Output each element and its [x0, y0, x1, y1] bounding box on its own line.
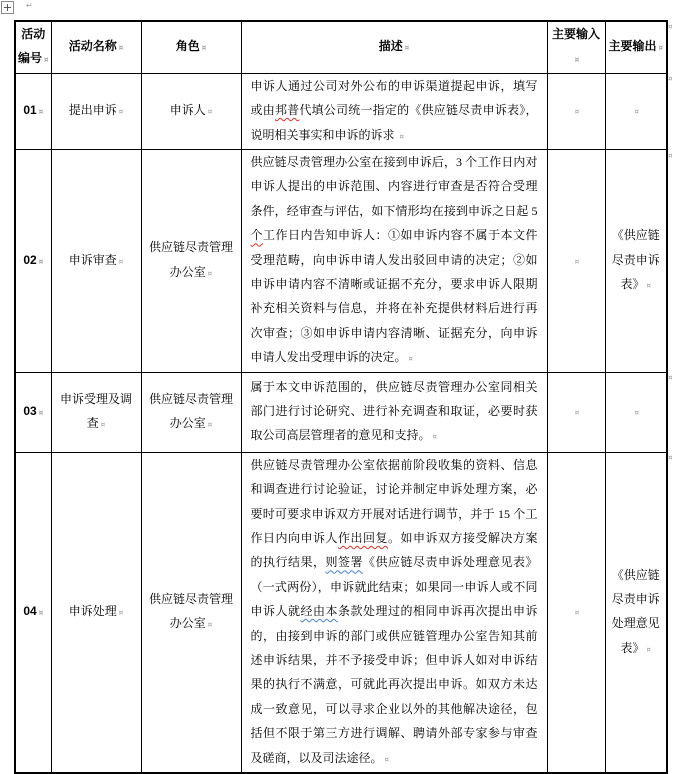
cell-activity-name[interactable] [51, 372, 141, 452]
cell-text: 提出申诉 [68, 103, 117, 118]
end-of-row-mark: ¤ [668, 151, 673, 160]
cell-text: 描述 [378, 39, 403, 54]
end-of-cell-mark: ¤ [100, 421, 106, 430]
end-of-cell-mark: ¤ [207, 421, 213, 430]
table-row [15, 452, 667, 773]
end-of-cell-mark: ¤ [574, 408, 580, 417]
cell-text: 02 [23, 252, 37, 267]
end-of-cell-mark: ¤ [646, 282, 651, 291]
description-text: 代填公司统一指定的《供应链尽责申诉表》，说明相关事实和申诉的诉求 [250, 103, 538, 142]
cell-text: 04 [23, 604, 37, 619]
description-text: 供应链尽责管理办公室在接到申诉后，3 个工作日内对申诉人提出的申诉范围、内容进行审查是否符合受理条件，经审查与评估，如下情形均在接到申诉之日起 5 [250, 155, 538, 218]
end-of-cell-mark: ¤ [38, 609, 44, 618]
description-text: 供应链尽责管理办公室依据前阶段收集的资料、信息和调查进行讨论验证，讨论并制定申诉处理方案，必要时可要求申诉双方开展对话进行调节，并于 15 个工作日内向申诉人 [250, 457, 538, 545]
cell-description[interactable] [241, 150, 547, 373]
cell-activity-name[interactable] [51, 150, 141, 373]
cell-text: 申诉处理 [68, 604, 117, 619]
header-cell-1[interactable] [51, 21, 141, 73]
table-row [15, 73, 667, 149]
end-of-cell-mark: ¤ [574, 108, 580, 117]
cell-text: 《供应链尽责申诉表》 [611, 228, 660, 292]
cell-activity-name[interactable] [51, 452, 141, 773]
cell-text: 主要输出 [608, 39, 657, 54]
end-of-cell-mark: ¤ [574, 56, 580, 65]
cell-role[interactable] [141, 372, 241, 452]
cell-main-output[interactable] [605, 73, 667, 149]
description-text: 申诉人通过公司对外公布的申诉渠道提起申诉，填写或由 [250, 78, 538, 118]
cell-text: 供应链尽责管理办公室 [148, 591, 233, 631]
cell-text: 活动名称 [68, 39, 117, 54]
end-of-cell-mark: ¤ [404, 44, 410, 53]
end-of-cell-mark: ¤ [408, 355, 413, 364]
header-cell-5[interactable] [605, 21, 667, 73]
table-header [15, 21, 667, 73]
end-of-cell-mark: ¤ [634, 108, 639, 117]
cell-role[interactable] [141, 73, 241, 149]
end-of-cell-mark: ¤ [207, 108, 213, 117]
cell-text: 申诉受理及调查 [59, 391, 132, 431]
cell-description[interactable] [241, 372, 547, 452]
cell-activity-no[interactable] [15, 150, 51, 373]
end-of-cell-mark: ¤ [118, 108, 124, 117]
end-of-row-mark: ¤ [668, 75, 673, 84]
spellcheck-underline: 作出回复 [338, 530, 388, 545]
grammar-underline: 则签署 [325, 555, 363, 570]
cell-main-output[interactable] [605, 150, 667, 373]
cell-text: 01 [23, 103, 37, 118]
cell-text: 供应链尽责管理办公室 [148, 240, 233, 279]
cell-activity-no[interactable] [15, 452, 51, 773]
end-of-cell-mark: ¤ [634, 408, 639, 417]
spellcheck-underline: 个 [250, 228, 263, 243]
end-of-row-mark: ¤ [668, 23, 673, 31]
end-of-cell-mark: ¤ [574, 609, 580, 618]
end-of-cell-mark: ¤ [44, 56, 49, 65]
paragraph-mark: ↵ [26, 1, 33, 10]
cell-main-input[interactable] [547, 150, 605, 373]
end-of-cell-mark: ¤ [118, 44, 124, 53]
table-row [15, 372, 667, 452]
cell-description[interactable] [241, 452, 547, 773]
cell-text: 活动编号 [18, 27, 46, 66]
cell-main-output[interactable] [605, 372, 667, 452]
table-move-handle-icon[interactable] [1, 1, 14, 14]
header-cell-4[interactable] [547, 21, 605, 73]
description-text: 《供应链尽责申诉处理意见表》（一式两份），申诉就此结束；如果同一申诉人或不同申诉人就 [250, 555, 538, 619]
end-of-cell-mark: ¤ [384, 755, 389, 764]
description-text: 。如申诉双方接受解决方案的执行结果， [250, 530, 538, 570]
end-of-cell-mark: ¤ [207, 269, 213, 278]
cell-activity-name[interactable] [51, 73, 141, 149]
header-cell-0[interactable] [15, 21, 51, 73]
cell-role[interactable] [141, 150, 241, 373]
end-of-cell-mark: ¤ [38, 408, 44, 417]
cell-activity-no[interactable] [15, 73, 51, 149]
cell-activity-no[interactable] [15, 372, 51, 452]
cell-text: 申诉人 [169, 103, 206, 118]
table-row [15, 150, 667, 373]
spellcheck-underline: 邦普 [274, 103, 300, 118]
end-of-row-mark: ¤ [668, 374, 673, 383]
description-text: 工作日内告知申诉人：①如申诉内容不属于本文件受理范畴，向申诉申请人发出驳回申请的决定；②如申诉申请内容不清晰或证据不充分，要求申诉人限期补充相关资料与信息，并将在补充提供材料后进行再次审查；③如申诉申请内容清晰、证据充分，向申诉申请人发出受理申诉的决定。 [250, 228, 538, 365]
cell-main-output[interactable] [605, 452, 667, 773]
cell-role[interactable] [141, 452, 241, 773]
description-text: 条款处理过的相同申诉再次提出申诉的，由接到申诉的部门或供应链管理办公室告知其前述申诉结果，并不予接受申诉；但申诉人如对申诉结果的执行不满意，可就此再次提出申诉。如双方未达成一致意见，可以寻求企业以外的其他解决途径，包括但不限于第三方进行调解、聘请外部专家参与审查及磋商，以及司法途径。 [250, 604, 538, 765]
cell-text: 申诉审查 [68, 252, 117, 267]
header-cell-2[interactable] [141, 21, 241, 73]
cell-main-input[interactable] [547, 452, 605, 773]
header-cell-3[interactable] [241, 21, 547, 73]
end-of-cell-mark: ¤ [38, 257, 44, 266]
end-of-cell-mark: ¤ [432, 433, 437, 442]
end-of-cell-mark: ¤ [201, 44, 207, 53]
cell-description[interactable] [241, 73, 547, 149]
end-of-cell-mark: ¤ [207, 621, 213, 630]
process-table[interactable] [14, 20, 668, 774]
end-of-cell-mark: ¤ [399, 132, 404, 141]
end-of-cell-mark: ¤ [574, 257, 580, 266]
cell-text: 角色 [175, 39, 200, 54]
header-row [15, 21, 667, 73]
move-handle-cross [7, 4, 8, 11]
end-of-cell-mark: ¤ [118, 257, 124, 266]
cell-main-input[interactable] [547, 372, 605, 452]
end-of-cell-mark: ¤ [38, 108, 44, 117]
table-body [15, 73, 667, 773]
end-of-cell-mark: ¤ [658, 44, 663, 53]
grammar-underline: 经由本 [300, 604, 338, 619]
description-text: 属于本文申诉范围的，供应链尽责管理办公室同相关部门进行讨论研究、进行补充调查和取证，必要时获取公司高层管理者的意见和支持。 [250, 379, 538, 443]
cell-main-input[interactable] [547, 73, 605, 149]
cell-text: 主要输入 [551, 27, 600, 41]
cell-text: 《供应链尽责申诉处理意见表》 [611, 567, 660, 655]
end-of-row-mark: ¤ [668, 454, 673, 463]
end-of-cell-mark: ¤ [118, 609, 124, 618]
cell-text: 供应链尽责管理办公室 [148, 391, 233, 431]
end-of-cell-mark: ¤ [646, 645, 651, 654]
cell-text: 03 [23, 403, 37, 418]
